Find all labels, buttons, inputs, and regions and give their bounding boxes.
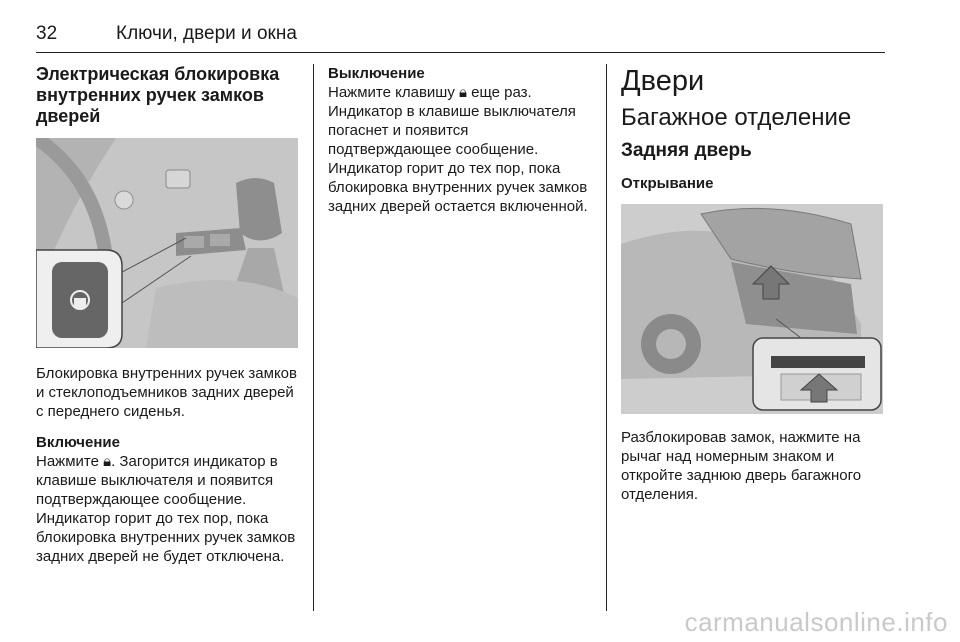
tailgate-svg xyxy=(621,204,883,414)
column-3 xyxy=(621,64,889,504)
watermark: carmanualsonline.info xyxy=(684,607,948,637)
page-header xyxy=(36,22,885,53)
interior-lock-svg xyxy=(36,138,298,348)
tailgate-illustration xyxy=(621,204,883,414)
figure-caption: Блокировка внутренних ручек замков и стеклоподъемников задних дверей с переднего сиденья. xyxy=(36,365,297,420)
paragraph-on: Нажмите 🔒︎. Загорится индикатор в клавише выключателя и появится подтверждающее сообщение. Индикатор горит до тех пор, пока блокировка внутренних ручек замков задних дверей не будет отключена. xyxy=(36,453,296,565)
subheading-on: Включение xyxy=(36,434,120,451)
interior-lock-illustration xyxy=(36,138,298,348)
subheading-off: Выключение xyxy=(328,65,425,82)
figure-caption: Разблокировав замок, нажмите на рычаг над номерным знаком и откройте заднюю дверь багажного отделения. xyxy=(621,429,862,503)
paragraph-off: Нажмите клавишу 🔒︎ еще раз. Индикатор в клавише выключателя погаснет и появится подтверждающее сообщение. Индикатор горит до тех пор, пока блокировка внутренних ручек замков задних дверей остается включенной. xyxy=(328,84,588,215)
subsection-title: Багажное отделение xyxy=(621,104,852,131)
chapter-title: Ключи, двери и окна xyxy=(116,23,297,44)
column-2 xyxy=(328,64,596,216)
subsubsection-title: Задняя дверь xyxy=(621,140,752,161)
procedure-heading: Открывание xyxy=(621,175,714,192)
section-title: Двери xyxy=(621,65,705,97)
column-divider xyxy=(606,64,607,611)
column-1 xyxy=(36,64,304,566)
column-divider xyxy=(313,64,314,611)
section-heading: Электрическая блокировка внутренних ручек замков дверей xyxy=(36,64,280,126)
page-number: 32 xyxy=(36,23,58,44)
